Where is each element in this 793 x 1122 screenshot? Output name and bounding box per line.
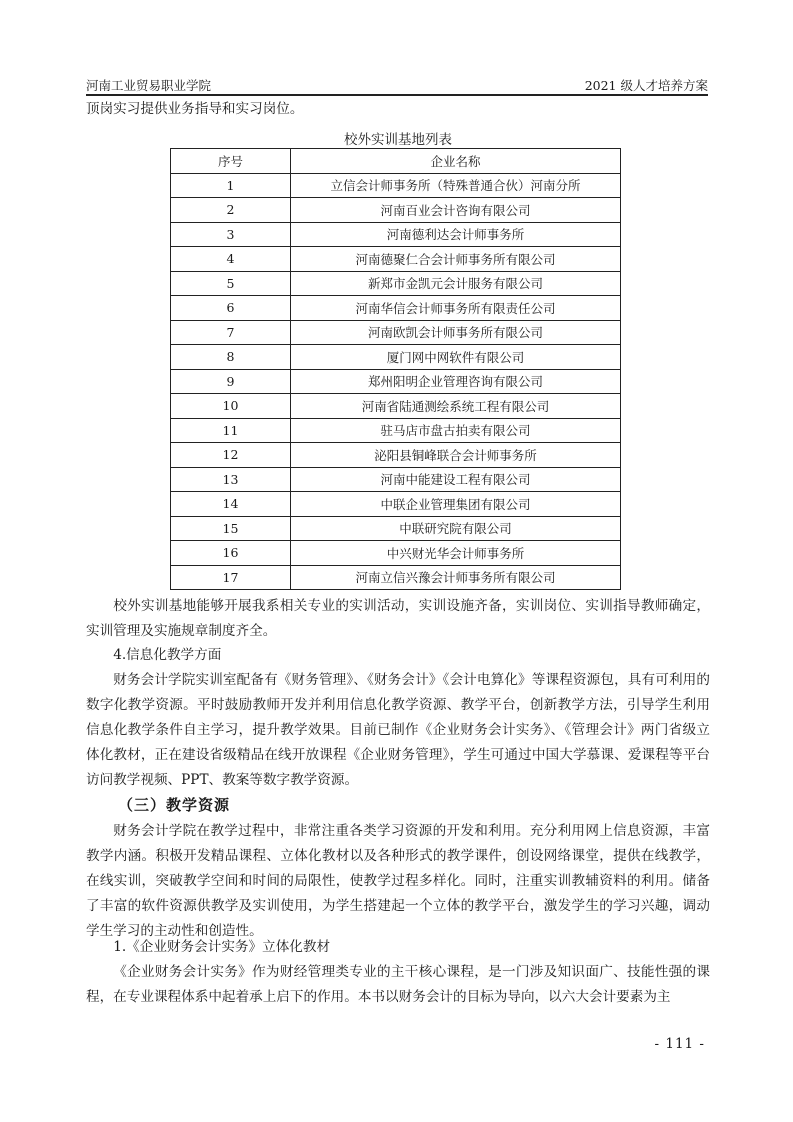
table-caption: 校外实训基地列表 xyxy=(344,132,452,148)
row-index: 16 xyxy=(171,541,291,566)
row-index: 11 xyxy=(171,418,291,443)
row-company-name: 中联企业管理集团有限公司 xyxy=(291,492,621,517)
page-header xyxy=(86,74,708,96)
item4-paragraph: 财务会计学院实训室配备有《财务管理》、《财务会计》《会计电算化》等课程资源包，具有可利用的数字化教学资源。平时鼓励教师开发并利用信息化教学资源、教学平台，创新教学方法，引导学生利用信息化教学条件自主学习，提升教学效果。目前已制作《企业财务会计实务》、《管理会计》两门省级立体化教材，正在建设省级精品在线开放课程《企业财务管理》，学生可通过中国大学慕课、爱课程等平台访问教学视频、PPT、教案等数字教学资源。 xyxy=(86,672,710,788)
table-header-row xyxy=(171,149,621,174)
table-row xyxy=(171,541,621,566)
row-index: 7 xyxy=(171,320,291,345)
table-row xyxy=(171,418,621,443)
row-company-name: 新郑市金凯元会计服务有限公司 xyxy=(291,271,621,296)
table-body xyxy=(171,173,621,590)
row-index: 8 xyxy=(171,345,291,370)
row-index: 5 xyxy=(171,271,291,296)
table-row xyxy=(171,443,621,468)
row-company-name: 河南华信会计师事务所有限责任公司 xyxy=(291,296,621,321)
after-table-paragraph: 校外实训基地能够开展我系相关专业的实训活动，实训设施齐备，实训岗位、实训指导教师确定，实训管理及实施规章制度齐全。 xyxy=(86,598,710,639)
row-index: 14 xyxy=(171,492,291,517)
row-company-name: 河南德聚仁合会计师事务所有限公司 xyxy=(291,247,621,272)
table-row xyxy=(171,173,621,198)
page-number: - 111 - xyxy=(654,1036,705,1052)
row-index: 6 xyxy=(171,296,291,321)
row-company-name: 郑州阳明企业管理咨询有限公司 xyxy=(291,369,621,394)
row-company-name: 泌阳县铜峰联合会计师事务所 xyxy=(291,443,621,468)
row-company-name: 厦门网中网软件有限公司 xyxy=(291,345,621,370)
column-header-company: 企业名称 xyxy=(291,149,621,174)
row-company-name: 河南立信兴豫会计师事务所有限公司 xyxy=(291,565,621,590)
row-company-name: 河南德利达会计师事务所 xyxy=(291,222,621,247)
header-document-title: 2021 级人才培养方案 xyxy=(584,78,708,93)
table-row xyxy=(171,565,621,590)
table-row xyxy=(171,394,621,419)
table-row xyxy=(171,320,621,345)
row-company-name: 河南百业会计咨询有限公司 xyxy=(291,198,621,223)
row-company-name: 河南欧凯会计师事务所有限公司 xyxy=(291,320,621,345)
table-row xyxy=(171,345,621,370)
row-index: 10 xyxy=(171,394,291,419)
section3-paragraph: 财务会计学院在教学过程中，非常注重各类学习资源的开发和利用。充分利用网上信息资源，丰富教学内涵。积极开发精品课程、立体化教材以及各种形式的教学课件，创设网络课堂，提供在线教学，在线实训，突破教学空间和时间的局限性，使教学过程多样化。同时，注重实训教辅资料的利用。储备了丰富的软件资源供教学及实训使用，为学生搭建起一个立体的教学平台，激发学生的学习兴趣，调动学生学习的主动性和创造性。 xyxy=(86,823,710,939)
row-index: 15 xyxy=(171,516,291,541)
table-row xyxy=(171,369,621,394)
subitem1-paragraph: 《企业财务会计实务》作为财经管理类专业的主干核心课程，是一门涉及知识面广、技能性强的课程，在专业课程体系中起着承上启下的作用。本书以财务会计的目标为导向，以六大会计要素为主 xyxy=(86,964,710,1005)
row-company-name: 立信会计师事务所（特殊普通合伙）河南分所 xyxy=(291,173,621,198)
row-index: 1 xyxy=(171,173,291,198)
row-company-name: 河南省陆通测绘系统工程有限公司 xyxy=(291,394,621,419)
row-index: 9 xyxy=(171,369,291,394)
table-row xyxy=(171,247,621,272)
table-row xyxy=(171,296,621,321)
subitem1-title: 1.《企业财务会计实务》立体化教材 xyxy=(113,939,331,955)
table-row xyxy=(171,492,621,517)
table-row xyxy=(171,198,621,223)
column-header-index: 序号 xyxy=(171,149,291,174)
row-company-name: 河南中能建设工程有限公司 xyxy=(291,467,621,492)
row-index: 4 xyxy=(171,247,291,272)
row-company-name: 中兴财光华会计师事务所 xyxy=(291,541,621,566)
intro-line: 顶岗实习提供业务指导和实习岗位。 xyxy=(86,101,304,117)
header-school-name: 河南工业贸易职业学院 xyxy=(86,78,212,93)
row-company-name: 驻马店市盘古拍卖有限公司 xyxy=(291,418,621,443)
row-company-name: 中联研究院有限公司 xyxy=(291,516,621,541)
table-row xyxy=(171,516,621,541)
row-index: 17 xyxy=(171,565,291,590)
item4-title: 4.信息化教学方面 xyxy=(113,647,222,663)
row-index: 12 xyxy=(171,443,291,468)
section-heading: （三）教学资源 xyxy=(118,796,231,814)
row-index: 3 xyxy=(171,222,291,247)
table-row xyxy=(171,271,621,296)
training-base-table xyxy=(170,148,621,590)
table-row xyxy=(171,467,621,492)
row-index: 2 xyxy=(171,198,291,223)
row-index: 13 xyxy=(171,467,291,492)
table-row xyxy=(171,222,621,247)
